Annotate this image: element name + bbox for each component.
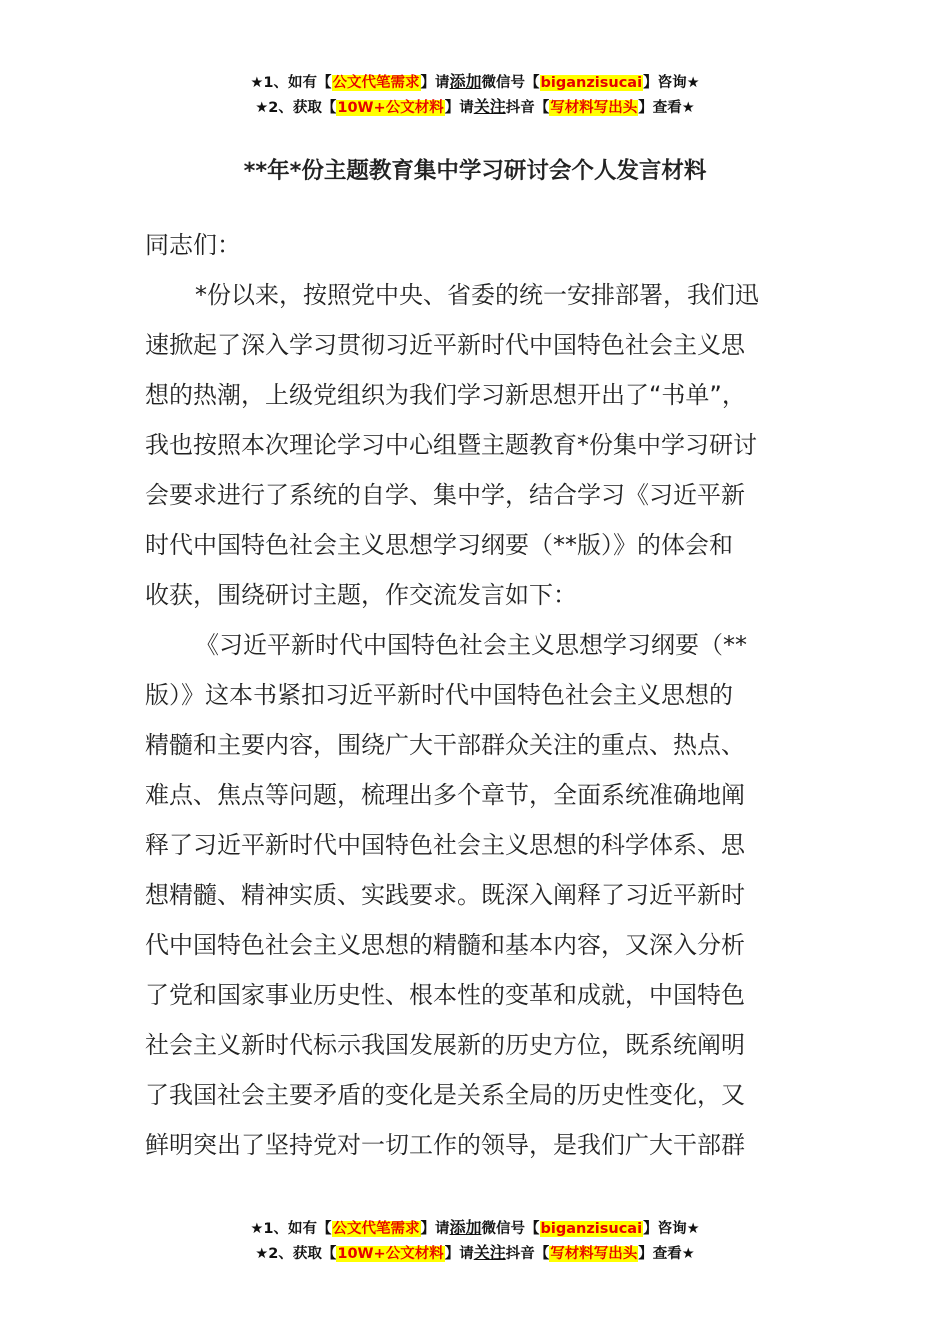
paragraph-1 [145, 270, 805, 620]
text-line: 速掀起了深入学习贯彻习近平新时代中国特色社会主义思 [145, 331, 745, 359]
text-line: 鲜明突出了坚持党对一切工作的领导，是我们广大干部群 [145, 1131, 745, 1159]
text-line: 了我国社会主要矛盾的变化是关系全局的历史性变化，又 [145, 1081, 745, 1109]
banner-line-2: ★2、获取【10W+公文材料】请关注抖音【写材料写出头】查看★ [255, 1243, 695, 1262]
text-line: 了党和国家事业历史性、根本性的变革和成就，中国特色 [145, 981, 745, 1009]
highlight-writing-service: 公文代笔需求 [332, 75, 420, 91]
highlight-douyin-account: 写材料写出头 [550, 100, 638, 116]
document-title: **年*份主题教育集中学习研讨会个人发言材料 [243, 158, 707, 184]
text-line: 收获，围绕研讨主题，作交流发言如下： [145, 581, 577, 609]
text-line: 释了习近平新时代中国特色社会主义思想的科学体系、思 [145, 831, 745, 859]
paragraph-2 [145, 620, 805, 1170]
text-line: 代中国特色社会主义思想的精髓和基本内容，又深入分析 [145, 931, 745, 959]
text-line: 社会主义新时代标示我国发展新的历史方位，既系统阐明 [145, 1031, 745, 1059]
highlight-wechat-id: biganzisucai [540, 1221, 643, 1237]
text-line: 我也按照本次理论学习中心组暨主题教育*份集中学习研讨 [145, 431, 757, 459]
text-line: 《习近平新时代中国特色社会主义思想学习纲要（** [195, 631, 747, 659]
banner-line-2: ★2、获取【10W+公文材料】请关注抖音【写材料写出头】查看★ [255, 97, 695, 116]
highlight-materials: 10W+公文材料 [337, 1246, 444, 1262]
text-line: 想精髓、精神实质、实践要求。既深入阐释了习近平新时 [145, 881, 745, 909]
text-line: 版）》这本书紧扣习近平新时代中国特色社会主义思想的 [145, 681, 733, 709]
highlight-douyin-account: 写材料写出头 [550, 1246, 638, 1262]
text-line: *份以来，按照党中央、省委的统一安排部署，我们迅 [195, 281, 759, 309]
highlight-writing-service: 公文代笔需求 [332, 1221, 420, 1237]
text-line: 难点、焦点等问题，梳理出多个章节，全面系统准确地阐 [145, 781, 745, 809]
highlight-wechat-id: biganzisucai [540, 75, 643, 91]
text-line: 会要求进行了系统的自学、集中学，结合学习《习近平新 [145, 481, 745, 509]
highlight-materials: 10W+公文材料 [337, 100, 444, 116]
banner-line-1: ★1、如有【公文代笔需求】请添加微信号【biganzisucai】咨询★ [250, 72, 700, 91]
text-line: 想的热潮，上级党组织为我们学习新思想开出了“书单”， [145, 381, 746, 409]
header-banner [0, 70, 950, 120]
salutation: 同志们： [145, 231, 241, 259]
text-line: 时代中国特色社会主义思想学习纲要（**版）》的体会和 [145, 531, 733, 559]
text-line: 精髓和主要内容，围绕广大干部群众关注的重点、热点、 [145, 731, 745, 759]
document-body [145, 220, 805, 1170]
banner-line-1: ★1、如有【公文代笔需求】请添加微信号【biganzisucai】咨询★ [250, 1218, 700, 1237]
footer-banner [0, 1216, 950, 1266]
